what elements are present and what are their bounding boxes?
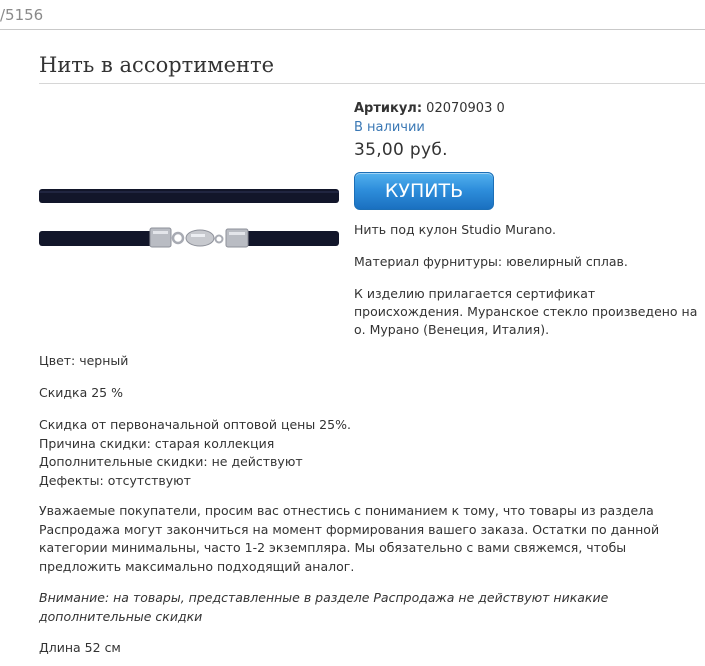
product-sku (354, 101, 505, 116)
discount-detail-line: Причина скидки: старая коллекция (39, 435, 275, 451)
discount-details (39, 416, 705, 490)
product-description-brand: Нить под кулон Studio Murano. (354, 222, 556, 237)
availability-status: В наличии (354, 120, 425, 135)
page-title: Нить в ассортименте (39, 53, 275, 77)
black-cord-necklace-image (39, 100, 339, 328)
address-url[interactable]: /5156 (0, 6, 44, 24)
product-description-material: Материал фурнитуры: ювелирный сплав. (354, 254, 628, 269)
discount-detail-line: Дефекты: отсутствуют (39, 472, 191, 488)
discount-summary: Скидка 25 % (39, 385, 123, 400)
product-description-certificate: К изделию прилагается сертификат происхождения. Муранское стекло произведено на о. Мурано (Венеция, Италия). (354, 286, 698, 337)
product-color: Цвет: черный (39, 353, 129, 368)
sale-attention: Внимание: на товары, представленные в разделе Распродажа не действуют никакие дополнительные скидки (39, 590, 609, 624)
product-image[interactable] (39, 100, 339, 328)
title-divider (39, 83, 705, 84)
discount-detail-line: Дополнительные скидки: не действуют (39, 454, 303, 469)
address-bar[interactable] (0, 0, 705, 30)
product-length: Длина 52 см (39, 640, 121, 655)
buy-button[interactable]: КУПИТЬ (354, 172, 494, 210)
sku-value: 02070903 0 (426, 101, 505, 116)
sale-notice: Уважаемые покупатели, просим вас отнестись с пониманием к тому, что товары из раздела Распродажа могут закончиться на момент формирования вашего заказа. Остатки по данной категории минимальны, часто 1-2 экземпляра. Мы обязательно с вами свяжемся, чтобы предложить максимально подходящий аналог. (39, 503, 660, 574)
sku-label: Артикул: (354, 101, 423, 116)
product-price: 35,00 руб. (354, 140, 448, 160)
discount-detail-line: Скидка от первоначальной оптовой цены 25%. (39, 417, 351, 432)
